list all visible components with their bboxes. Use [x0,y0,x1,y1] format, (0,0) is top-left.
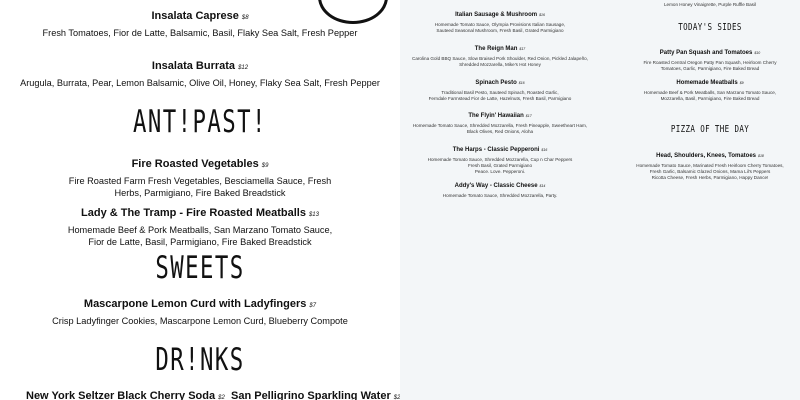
item-description-line: Fior de Latte, Basil, Parmigiano, Fire Baked Breadstick [88,237,312,247]
item-price: $16 [539,13,545,17]
item-description-line: Homemade Tomato Sauce, Olympia Provisions Italian Sausage, [434,22,566,27]
item-description-line: Ricotta Cheese, Fresh Herbs, Parmigiano, Happy Dance! [651,175,769,181]
pizza-item-classic-pepperoni [400,138,600,176]
item-name: Addy's Way - Classic Cheese [454,183,538,189]
item-description-line: Shredded Mozzarella, Mike's Hot Honey [459,62,541,68]
item-name: Insalata Burrata [151,60,236,72]
item-description-line: Homemade Tomato Sauce, Marinated Fresh Heirloom Cherry Tomatoes, [636,163,784,168]
item-description [400,123,600,135]
pizza-of-the-day-heading: PIZZA OF THE DAY [670,124,750,135]
item-name: Italian Sausage & Mushroom [455,12,538,18]
item-description-line: Homemade Tomato Sauce, Shredded Mozzarella, Cup n Char Peppers [427,157,573,162]
salad-description-fragment [610,1,800,8]
item-price: $12 [238,65,249,71]
side-item-patty-pan-squash [610,41,800,72]
item-description [0,224,400,248]
item-price: $10 [754,51,761,55]
item-name: Insalata Caprese [151,10,239,22]
item-description-line: Lemon Honey Vinaigrette, Purple Ruffle Basil [663,2,756,7]
item-description-line: Homemade Beef & Pork Meatballs, San Marzano Tomato Sauce, [67,225,333,235]
item-name: Spinach Pesto [475,80,517,86]
todays-sides-heading: TODAY'S SIDES [678,22,742,33]
item-price: $16 [541,148,548,152]
item-description [400,157,600,176]
item-price: $13 [308,212,319,218]
item-price: $2 [393,395,400,400]
item-price: $14 [539,184,546,188]
item-description-line: Homemade Tomato Sauce, Shredded Mozzarella, Fresh Pineapple, Sweetheart Ham, [412,123,588,128]
item-description-line: Mozzarella, Basil, Parmigiano, Fire Baked Bread [660,96,760,102]
item-description-line: Fire Roasted Central Oregon Patty Pan Squash, Heirloom Cherry [643,60,777,65]
item-price: $18 [758,154,764,158]
item-description-line: Peace. Love. Pepperoni. [474,169,526,175]
side-item-homemade-meatballs [610,71,800,102]
item-description-line: Fresh Garlic, Balsamic Glazed Onions, Mama Lil's Peppers [649,169,771,175]
item-description-line: Carolina Gold BBQ Sauce, Slow Braised Pork Shoulder, Red Onion, Pickled Jalapeño, [412,56,588,61]
item-name: New York Seltzer Black Cherry Soda [26,390,216,400]
item-description [0,175,400,199]
item-description [400,22,600,34]
pizza-item-flyin-hawaiian [400,104,600,135]
item-price: $17 [525,114,532,118]
item-name: The Reign Man [474,46,518,52]
item-description-line: Herbs, Parmigiano, Fire Baked Breadstick [114,188,286,198]
item-name: The Harps - Classic Pepperoni [452,147,540,153]
pizza-item-italian-sausage [400,3,600,34]
item-description-line: Fire Roasted Farm Fresh Vegetables, Besciamella Sauce, Fresh [68,176,332,186]
item-name: Mascarpone Lemon Curd with Ladyfingers [83,298,307,310]
item-price: $17 [519,47,526,51]
item-price: $2 [218,395,225,400]
menu-item-fire-roasted-meatballs [0,203,400,248]
item-name: Homemade Meatballs [676,80,738,86]
sweets-heading: SWEETS [155,250,245,286]
item-name: The Flyin' Hawaiian [468,113,524,119]
item-description-line: Homemade Tomato Sauce, Shredded Mozzarella, Party. [442,193,558,198]
menu-item-insalata-caprese [0,6,400,39]
item-description [400,56,600,68]
item-description-line: Sauteed Seasonal Mushroom, Fresh Basil, Grated Parmigiano [436,28,564,34]
drink-item-black-cherry-soda [26,390,225,400]
item-price: $8 [241,15,249,21]
pizza-item-classic-cheese [400,174,600,199]
item-description-line: Ferndale Farmstead Fior de Latte, Hazelnuts, Fresh Basil, Parmigiano [428,96,572,102]
menu-item-insalata-burrata [0,56,400,89]
item-price: $7 [309,303,317,309]
item-description [400,193,600,199]
menu-item-mascarpone-lemon-curd [0,294,400,327]
drink-item-san-pellegrino [231,390,400,400]
item-description-line: Tomatoes, Garlic, Parmigiano, Fire Baked Bread [660,66,760,72]
pizza-of-the-day-item [610,144,800,182]
item-name: Head, Shoulders, Knees, Tomatoes [656,153,757,159]
menu-item-fire-roasted-vegetables [0,154,400,199]
item-description: Arugula, Burrata, Pear, Lemon Balsamic, Olive Oil, Honey, Flaky Sea Salt, Fresh Pepper [20,78,380,88]
item-name: Lady & The Tramp - Fire Roasted Meatballs [81,207,306,219]
item-description-line: Traditional Basil Pesto, Sauteed Spinach, Roasted Garlic, [441,90,559,95]
item-price: $16 [518,81,525,85]
item-description: Fresh Tomatoes, Fior de Latte, Balsamic, Basil, Flaky Sea Salt, Fresh Pepper [42,28,358,38]
item-price: $9 [739,81,744,85]
item-description-line: Black Olives, Red Onions, Aloha [466,129,534,135]
drinks-heading: DR!NKS [155,342,245,378]
item-description [610,90,800,102]
item-name: Fire Roasted Vegetables [131,158,259,170]
pizza-item-spinach-pesto [400,71,600,102]
item-price: $9 [261,163,269,169]
item-name: Patty Pan Squash and Tomatoes [659,50,753,56]
antipasti-heading: ANT!PAST! [133,104,267,140]
item-description [400,90,600,102]
item-description: Crisp Ladyfinger Cookies, Mascarpone Lemon Curd, Blueberry Compote [52,316,348,326]
item-description-line: Homemade Beef & Pork Meatballs, San Marzano Tomato Sauce, [643,90,777,95]
item-name: San Pelligrino Sparkling Water [231,390,391,400]
item-description [610,163,800,182]
pizza-item-reign-man [400,37,600,68]
item-description-line: Fresh Basil, Grated Parmigiano [467,163,533,169]
